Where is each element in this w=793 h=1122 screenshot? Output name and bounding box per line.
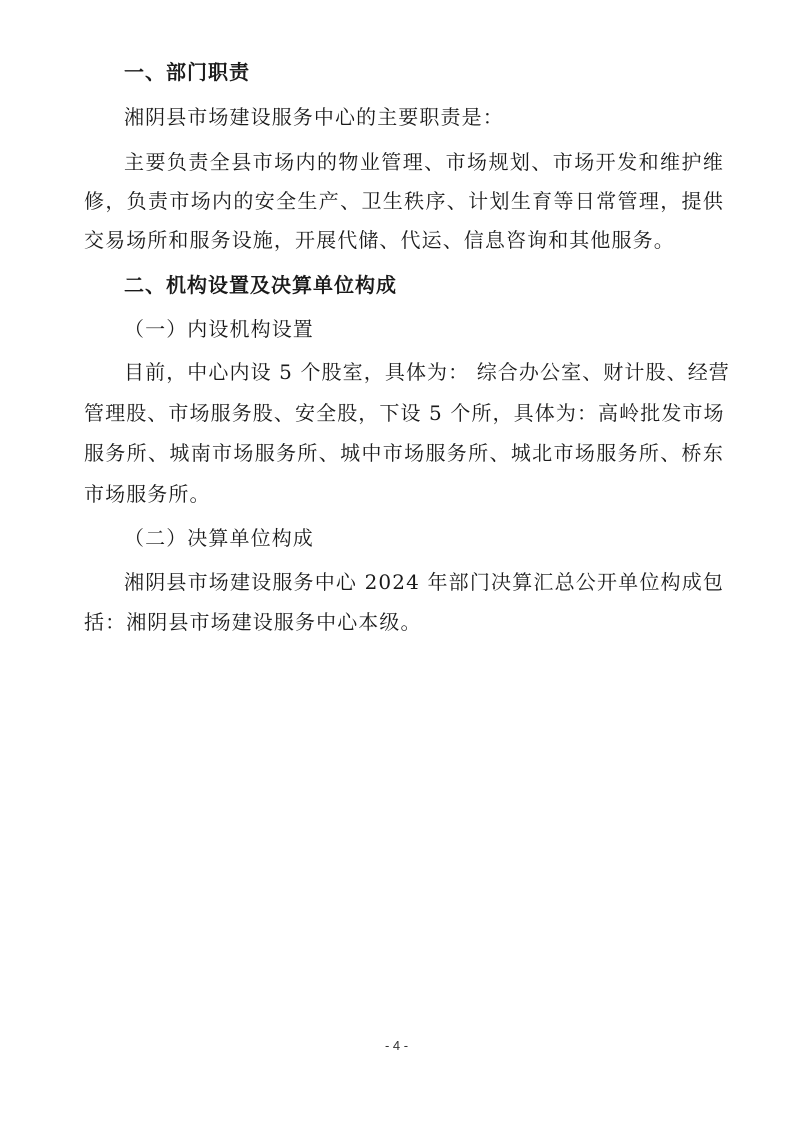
duties-paragraph-line: 交易场所和服务设施，开展代储、代运、信息咨询和其他服务。 — [84, 228, 675, 252]
page-number: - 4 - — [384, 1038, 409, 1053]
section-heading-duties: 一、部门职责 — [124, 60, 250, 84]
units-paragraph-line: 括：湘阴县市场建设服务中心本级。 — [84, 610, 422, 634]
internal-paragraph-line: 服务所、城南市场服务所、城中市场服务所、城北市场服务所、桥东 — [84, 441, 724, 465]
internal-paragraph-line: 目前，中心内设 5 个股室，具体为： 综合办公室、财计股、经营 — [124, 360, 730, 384]
duties-paragraph-line: 主要负责全县市场内的物业管理、市场规划、市场开发和维护维 — [124, 150, 724, 174]
duties-paragraph-line: 修，负责市场内的安全生产、卫生秩序、计划生育等日常管理，提供 — [84, 189, 724, 213]
units-paragraph-line: 湘阴县市场建设服务中心 2024 年部门决算汇总公开单位构成包 — [124, 570, 724, 594]
internal-paragraph-line: 管理股、市场服务股、安全股，下设 5 个所，具体为：高岭批发市场 — [84, 401, 725, 425]
section-heading-structure: 二、机构设置及决算单位构成 — [124, 273, 397, 297]
subsection-title-units: （二）决算单位构成 — [124, 526, 314, 550]
duties-intro: 湘阴县市场建设服务中心的主要职责是： — [124, 105, 504, 129]
subsection-title-internal: （一）内设机构设置 — [124, 317, 314, 341]
internal-paragraph-line: 市场服务所。 — [84, 482, 211, 506]
